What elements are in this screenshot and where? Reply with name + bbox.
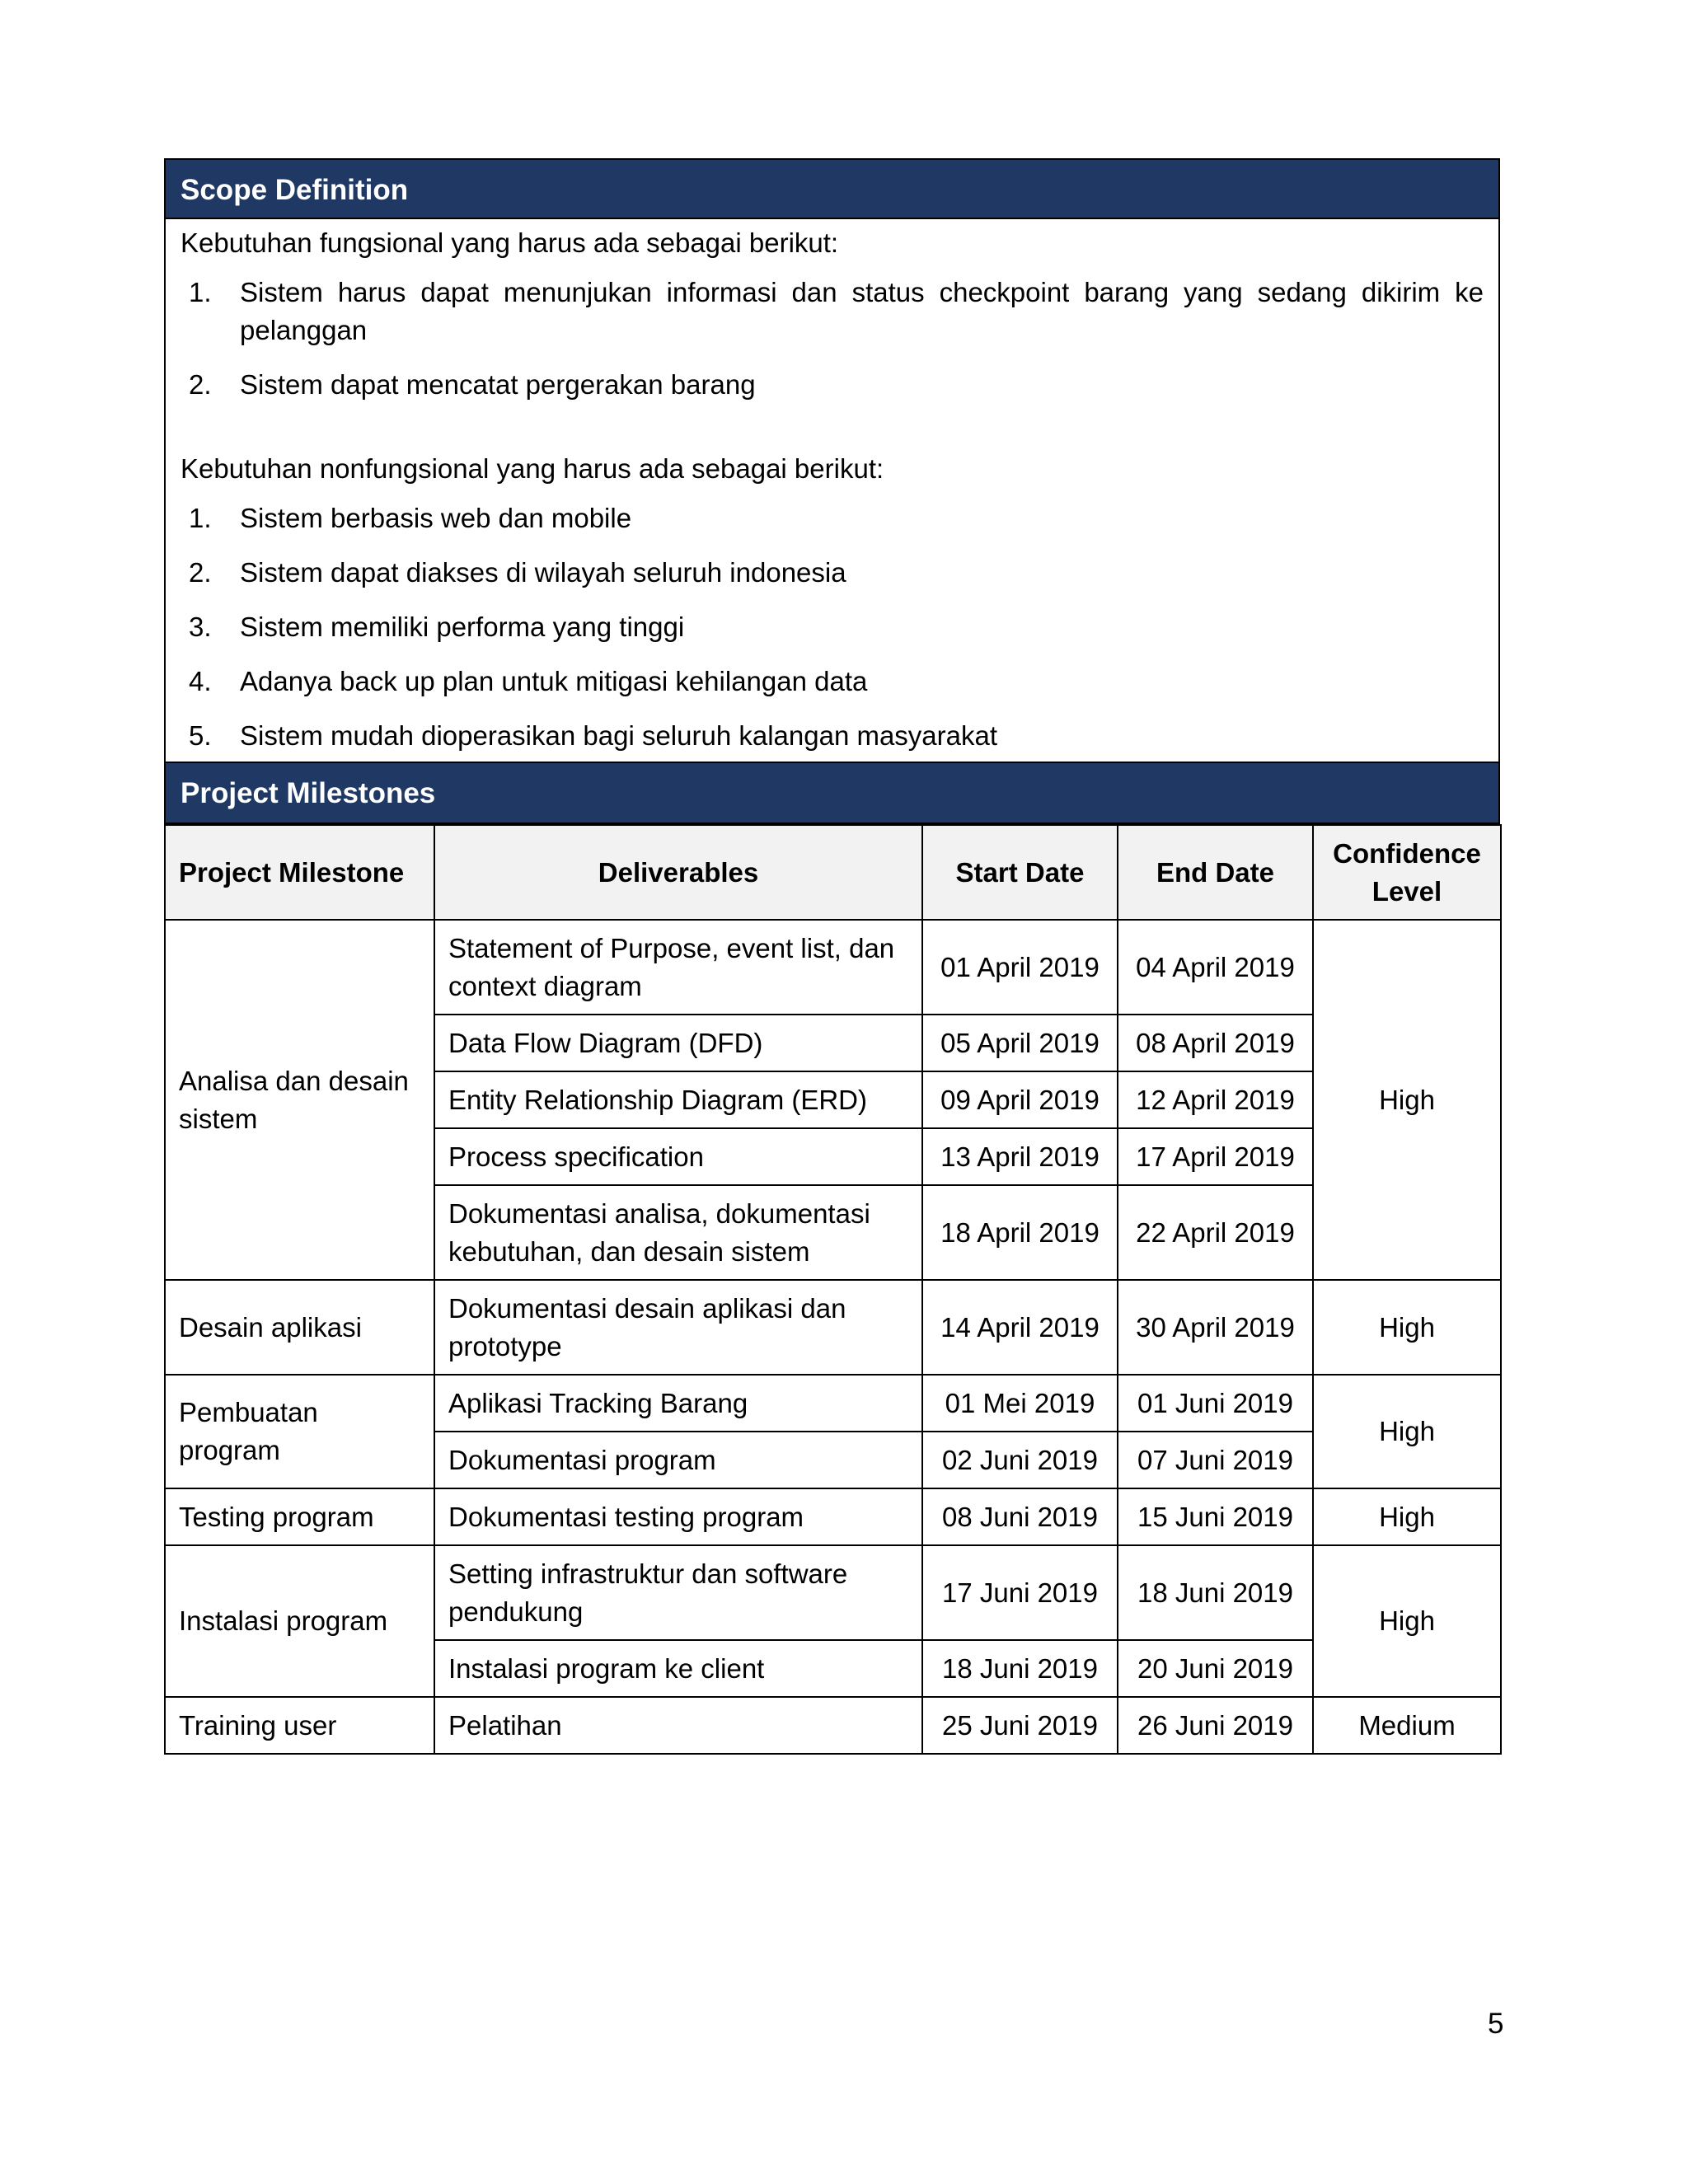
table-row <box>165 1375 1501 1432</box>
deliverable-cell: Dokumentasi program <box>434 1432 922 1488</box>
list-item: 2. Sistem dapat mencatat pergerakan barang <box>189 369 756 400</box>
end-date-cell: 07 Juni 2019 <box>1118 1432 1313 1488</box>
end-date-cell: 26 Juni 2019 <box>1118 1697 1313 1754</box>
end-date-cell: 08 April 2019 <box>1118 1015 1313 1071</box>
end-date-cell: 04 April 2019 <box>1118 920 1313 1015</box>
end-date-cell: 01 Juni 2019 <box>1118 1375 1313 1432</box>
scope-definition-body <box>164 219 1500 763</box>
confidence-cell: High <box>1313 1488 1501 1545</box>
deliverable-cell: Dokumentasi testing program <box>434 1488 922 1545</box>
start-date-cell: 01 April 2019 <box>922 920 1118 1015</box>
table-row <box>165 1545 1501 1640</box>
column-header-confidence: Confidence Level <box>1313 825 1501 920</box>
deliverable-cell: Entity Relationship Diagram (ERD) <box>434 1071 922 1128</box>
milestone-cell: Analisa dan desain sistem <box>165 920 434 1280</box>
end-date-cell: 17 April 2019 <box>1118 1128 1313 1185</box>
start-date-cell: 09 April 2019 <box>922 1071 1118 1128</box>
scope-definition-header: Scope Definition <box>164 158 1500 219</box>
list-item: 2. Sistem dapat diakses di wilayah seluruh indonesia <box>189 557 846 588</box>
start-date-cell: 18 Juni 2019 <box>922 1640 1118 1697</box>
list-item: 5. Sistem mudah dioperasikan bagi seluruh kalangan masyarakat <box>189 720 998 751</box>
start-date-cell: 01 Mei 2019 <box>922 1375 1118 1432</box>
nonfunctional-list <box>181 499 1484 755</box>
end-date-cell: 20 Juni 2019 <box>1118 1640 1313 1697</box>
milestones-table <box>164 824 1502 1755</box>
column-header-milestone: Project Milestone <box>165 825 434 920</box>
list-item: 1. Sistem berbasis web dan mobile <box>189 503 632 533</box>
table-header-row <box>165 825 1501 920</box>
column-header-start-date: Start Date <box>922 825 1118 920</box>
table-row <box>165 1697 1501 1754</box>
table-row <box>165 1280 1501 1375</box>
milestone-cell: Desain aplikasi <box>165 1280 434 1375</box>
start-date-cell: 08 Juni 2019 <box>922 1488 1118 1545</box>
column-header-deliverables: Deliverables <box>434 825 922 920</box>
start-date-cell: 17 Juni 2019 <box>922 1545 1118 1640</box>
start-date-cell: 05 April 2019 <box>922 1015 1118 1071</box>
confidence-cell: Medium <box>1313 1697 1501 1754</box>
deliverable-cell: Dokumentasi desain aplikasi dan prototype <box>434 1280 922 1375</box>
start-date-cell: 14 April 2019 <box>922 1280 1118 1375</box>
end-date-cell: 22 April 2019 <box>1118 1185 1313 1280</box>
end-date-cell: 18 Juni 2019 <box>1118 1545 1313 1640</box>
milestone-cell: Pembuatan program <box>165 1375 434 1488</box>
confidence-cell: High <box>1313 1375 1501 1488</box>
deliverable-cell: Statement of Purpose, event list, dan context diagram <box>434 920 922 1015</box>
start-date-cell: 18 April 2019 <box>922 1185 1118 1280</box>
milestone-cell: Instalasi program <box>165 1545 434 1697</box>
functional-list <box>181 274 1484 404</box>
confidence-cell: High <box>1313 1545 1501 1697</box>
deliverable-cell: Dokumentasi analisa, dokumentasi kebutuhan, dan desain sistem <box>434 1185 922 1280</box>
deliverable-cell: Process specification <box>434 1128 922 1185</box>
deliverable-cell: Aplikasi Tracking Barang <box>434 1375 922 1432</box>
column-header-end-date: End Date <box>1118 825 1313 920</box>
functional-intro: Kebutuhan fungsional yang harus ada sebagai berikut: <box>181 227 839 258</box>
list-item: 1. Sistem harus dapat menunjukan informasi dan status checkpoint barang yang sedang dikirim ke pelanggan <box>189 277 1484 345</box>
project-milestones-header: Project Milestones <box>164 763 1500 824</box>
start-date-cell: 13 April 2019 <box>922 1128 1118 1185</box>
confidence-cell: High <box>1313 1280 1501 1375</box>
nonfunctional-intro: Kebutuhan nonfungsional yang harus ada sebagai berikut: <box>181 453 884 484</box>
end-date-cell: 15 Juni 2019 <box>1118 1488 1313 1545</box>
milestone-cell: Training user <box>165 1697 434 1754</box>
deliverable-cell: Setting infrastruktur dan software pendukung <box>434 1545 922 1640</box>
start-date-cell: 25 Juni 2019 <box>922 1697 1118 1754</box>
milestone-cell: Testing program <box>165 1488 434 1545</box>
list-item: 3. Sistem memiliki performa yang tinggi <box>189 612 685 642</box>
start-date-cell: 02 Juni 2019 <box>922 1432 1118 1488</box>
deliverable-cell: Data Flow Diagram (DFD) <box>434 1015 922 1071</box>
end-date-cell: 30 April 2019 <box>1118 1280 1313 1375</box>
table-row <box>165 920 1501 1015</box>
document <box>164 158 1500 1755</box>
table-row <box>165 1488 1501 1545</box>
confidence-cell: High <box>1313 920 1501 1280</box>
deliverable-cell: Pelatihan <box>434 1697 922 1754</box>
list-item: 4. Adanya back up plan untuk mitigasi kehilangan data <box>189 666 868 696</box>
deliverable-cell: Instalasi program ke client <box>434 1640 922 1697</box>
page-number: 5 <box>1488 2008 1504 2040</box>
end-date-cell: 12 April 2019 <box>1118 1071 1313 1128</box>
